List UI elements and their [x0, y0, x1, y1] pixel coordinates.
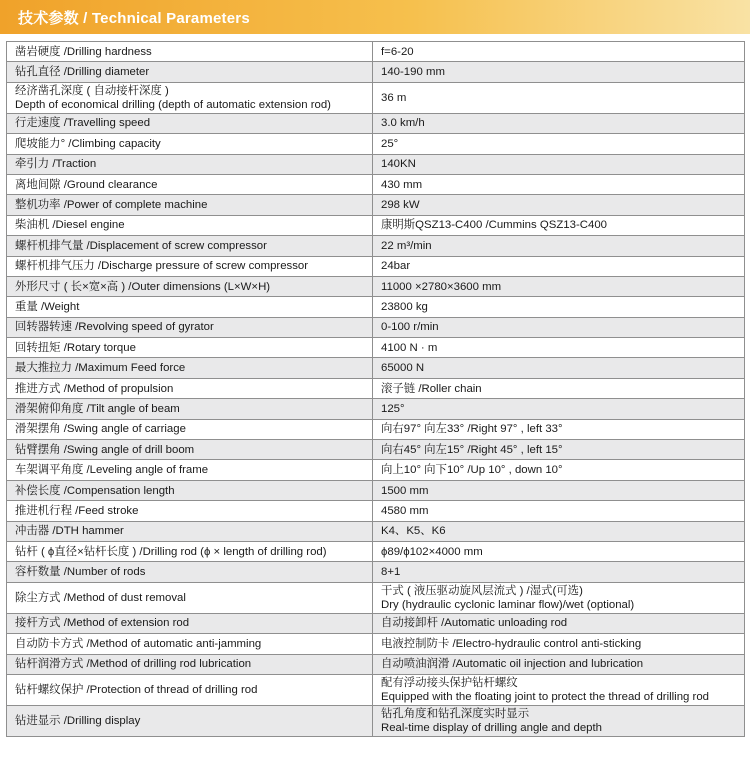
table-row — [7, 174, 745, 194]
parameter-value: 电液控制防卡 /Electro-hydraulic control anti-sticking — [381, 637, 642, 650]
parameter-name: 柴油机 /Diesel engine — [15, 219, 125, 232]
table-row — [7, 562, 745, 582]
parameter-name-cell — [7, 541, 373, 561]
parameter-name-cell — [7, 634, 373, 654]
parameter-value-cell — [373, 480, 745, 500]
parameter-name: 滑架俯仰角度 /Tilt angle of beam — [15, 402, 180, 415]
parameter-value-cell — [373, 582, 745, 613]
parameter-name-cell — [7, 62, 373, 82]
parameter-name: 除尘方式 /Method of dust removal — [15, 591, 186, 604]
table-row — [7, 674, 745, 705]
parameter-name: 爬坡能力° /Climbing capacity — [15, 137, 161, 150]
parameter-value: 自动喷油润滑 /Automatic oil injection and lubrication — [381, 658, 644, 671]
parameter-value: 0-100 r/min — [381, 321, 439, 334]
parameter-value-cell — [373, 42, 745, 62]
parameter-value-cell — [373, 541, 745, 561]
parameter-value: 22 m³/min — [381, 239, 432, 252]
parameter-value: 自动接卸杆 /Automatic unloading rod — [381, 617, 568, 630]
parameter-value: 24bar — [381, 260, 411, 273]
parameter-value: 3.0 km/h — [381, 117, 425, 130]
parameter-value-cell — [373, 419, 745, 439]
table-row — [7, 297, 745, 317]
parameter-name: 回转扭矩 /Rotary torque — [15, 341, 136, 354]
parameter-name-cell — [7, 174, 373, 194]
table-row — [7, 215, 745, 235]
table-row — [7, 501, 745, 521]
parameter-name-cell — [7, 613, 373, 633]
table-row — [7, 654, 745, 674]
parameter-name-cell — [7, 42, 373, 62]
parameter-name-cell — [7, 215, 373, 235]
parameter-name: 钻杆螺纹保护 /Protection of thread of drilling rod — [15, 683, 258, 696]
section-title: 技术参数 / Technical Parameters — [18, 10, 250, 27]
parameter-name-cell — [7, 654, 373, 674]
parameter-value: 36 m — [381, 91, 407, 104]
parameter-value: 向右97° 向左33° /Right 97° , left 33° — [381, 423, 563, 436]
parameter-value-cell — [373, 317, 745, 337]
parameter-name-cell — [7, 501, 373, 521]
parameter-name: 螺杆机排气压力 /Discharge pressure of screw compressor — [15, 260, 309, 273]
parameter-value-cell — [373, 674, 745, 705]
parameter-value: 滚子链 /Roller chain — [381, 382, 482, 395]
parameter-name: 行走速度 /Travelling speed — [15, 117, 151, 130]
parameter-value: 向上10° 向下10° /Up 10° , down 10° — [381, 464, 563, 477]
table-row — [7, 399, 745, 419]
parameter-name: 最大推拉力 /Maximum Feed force — [15, 362, 186, 375]
table-row — [7, 460, 745, 480]
parameter-value-cell — [373, 236, 745, 256]
parameter-name: 经济凿孔深度 ( 自动接杆深度 ) — [15, 84, 169, 97]
parameter-name-cell — [7, 460, 373, 480]
parameter-value-cell — [373, 440, 745, 460]
parameter-value: 65000 N — [381, 362, 425, 375]
parameter-name-cell — [7, 134, 373, 154]
parameter-name-cell — [7, 256, 373, 276]
table-row — [7, 154, 745, 174]
parameter-value-cell — [373, 62, 745, 82]
table-row — [7, 419, 745, 439]
parameter-value-cell — [373, 134, 745, 154]
parameter-name-cell — [7, 705, 373, 736]
technical-parameters-table — [6, 41, 745, 737]
parameter-name: 重量 /Weight — [15, 300, 80, 313]
parameter-name: 推进机行程 /Feed stroke — [15, 504, 139, 517]
parameter-value: 8+1 — [381, 566, 401, 579]
parameter-name-cell — [7, 297, 373, 317]
parameter-name-cell — [7, 521, 373, 541]
parameter-name-cell — [7, 562, 373, 582]
parameter-name: 钻臂摆角 /Swing angle of drill boom — [15, 443, 195, 456]
parameter-value: 1500 mm — [381, 484, 429, 497]
parameter-value: K4、K5、K6 — [381, 525, 446, 538]
parameter-name: 补偿长度 /Compensation length — [15, 484, 175, 497]
parameter-name: 自动防卡方式 /Method of automatic anti-jamming — [15, 637, 262, 650]
table-row — [7, 195, 745, 215]
table-row — [7, 440, 745, 460]
table-body — [7, 42, 745, 737]
parameter-name-cell — [7, 419, 373, 439]
parameter-value: 140KN — [381, 158, 416, 171]
parameter-name-cell — [7, 113, 373, 133]
parameter-value-cell — [373, 634, 745, 654]
parameter-name-cell — [7, 82, 373, 113]
section-header-bar — [0, 0, 750, 34]
parameter-value: 125° — [381, 402, 405, 415]
parameter-name-cell — [7, 378, 373, 398]
parameter-name: 钻杆润滑方式 /Method of drilling rod lubrication — [15, 658, 252, 671]
parameter-name-cell — [7, 154, 373, 174]
parameter-name-cell — [7, 480, 373, 500]
parameter-name: 钻进显示 /Drilling display — [15, 714, 141, 727]
parameter-value: 25° — [381, 137, 399, 150]
parameter-name: 冲击器 /DTH hammer — [15, 525, 124, 538]
parameter-name-cell — [7, 582, 373, 613]
table-row — [7, 338, 745, 358]
parameter-name-cell — [7, 317, 373, 337]
parameter-name: 牵引力 /Traction — [15, 158, 97, 171]
parameter-name-cell — [7, 674, 373, 705]
parameter-value: 配有浮动接头保护钻杆螺纹 — [381, 676, 518, 689]
parameter-value: 干式 ( 液压驱动旋风层流式 ) /湿式(可选) — [381, 584, 583, 597]
parameter-name: 容杆数量 /Number of rods — [15, 566, 146, 579]
parameter-value-cell — [373, 705, 745, 736]
parameter-value-cell — [373, 276, 745, 296]
parameter-name-cell — [7, 338, 373, 358]
parameter-name: 回转器转速 /Revolving speed of gyrator — [15, 321, 214, 334]
parameter-name: 接杆方式 /Method of extension rod — [15, 617, 190, 630]
parameter-value: 4100 N · m — [381, 341, 438, 354]
parameter-name-cell — [7, 358, 373, 378]
parameter-value: 4580 mm — [381, 504, 429, 517]
table-row — [7, 358, 745, 378]
parameter-value: Equipped with the floating joint to protect the thread of drilling rod — [381, 690, 710, 703]
table-row — [7, 541, 745, 561]
parameter-name: 外形尺寸 ( 长×宽×高 ) /Outer dimensions (L×W×H) — [15, 280, 271, 293]
parameter-value: Real-time display of drilling angle and depth — [381, 721, 602, 734]
parameter-value-cell — [373, 82, 745, 113]
parameter-value: 向右45° 向左15° /Right 45° , left 15° — [381, 443, 563, 456]
parameter-value-cell — [373, 256, 745, 276]
parameter-name-cell — [7, 399, 373, 419]
parameter-value-cell — [373, 654, 745, 674]
parameter-value: ϕ89/ϕ102×4000 mm — [381, 545, 483, 558]
table-row — [7, 705, 745, 736]
parameter-value: 钻孔角度和钻孔深度实时显示 — [381, 707, 530, 720]
table-row — [7, 378, 745, 398]
parameter-name: 离地间隙 /Ground clearance — [15, 178, 158, 191]
parameter-name-cell — [7, 276, 373, 296]
parameter-name: 整机功率 /Power of complete machine — [15, 199, 208, 212]
parameter-name: Depth of economical drilling (depth of automatic extension rod) — [15, 98, 331, 111]
table-row — [7, 317, 745, 337]
table-row — [7, 62, 745, 82]
table-row — [7, 582, 745, 613]
table-row — [7, 82, 745, 113]
table-row — [7, 613, 745, 633]
table-row — [7, 42, 745, 62]
parameter-value-cell — [373, 174, 745, 194]
parameter-name: 螺杆机排气量 /Displacement of screw compressor — [15, 239, 267, 252]
parameter-value-cell — [373, 501, 745, 521]
table-row — [7, 634, 745, 654]
parameter-value-cell — [373, 338, 745, 358]
parameter-value-cell — [373, 154, 745, 174]
parameter-value: 298 kW — [381, 199, 420, 212]
parameter-value-cell — [373, 195, 745, 215]
parameter-value: 23800 kg — [381, 300, 428, 313]
parameter-name-cell — [7, 195, 373, 215]
table-row — [7, 276, 745, 296]
parameter-value: Dry (hydraulic cyclonic laminar flow)/wet (optional) — [381, 598, 635, 611]
parameter-name-cell — [7, 440, 373, 460]
parameter-name: 滑架摆角 /Swing angle of carriage — [15, 423, 186, 436]
table-row — [7, 521, 745, 541]
table-row — [7, 256, 745, 276]
parameter-value: 康明斯QSZ13-C400 /Cummins QSZ13-C400 — [381, 219, 607, 232]
parameter-value-cell — [373, 613, 745, 633]
parameter-value-cell — [373, 460, 745, 480]
parameter-value: f=6-20 — [381, 45, 414, 58]
parameter-value-cell — [373, 358, 745, 378]
parameter-value-cell — [373, 297, 745, 317]
parameter-value: 140-190 mm — [381, 66, 445, 79]
parameter-value-cell — [373, 399, 745, 419]
parameter-value-cell — [373, 113, 745, 133]
parameter-name: 车架调平角度 /Leveling angle of frame — [15, 464, 209, 477]
parameter-name-cell — [7, 236, 373, 256]
table-row — [7, 134, 745, 154]
parameter-value-cell — [373, 562, 745, 582]
parameter-value-cell — [373, 521, 745, 541]
table-row — [7, 236, 745, 256]
parameter-name: 凿岩硬度 /Drilling hardness — [15, 45, 152, 58]
parameter-value-cell — [373, 378, 745, 398]
table-row — [7, 113, 745, 133]
parameter-value: 430 mm — [381, 178, 423, 191]
parameter-name: 推进方式 /Method of propulsion — [15, 382, 174, 395]
parameter-value-cell — [373, 215, 745, 235]
parameter-value: 11000 ×2780×3600 mm — [381, 280, 502, 293]
parameter-name: 钻杆 ( ϕ直径×钻杆长度 ) /Drilling rod (ϕ × length of drilling rod) — [15, 545, 327, 558]
parameter-name: 钻孔直径 /Drilling diameter — [15, 66, 150, 79]
table-row — [7, 480, 745, 500]
